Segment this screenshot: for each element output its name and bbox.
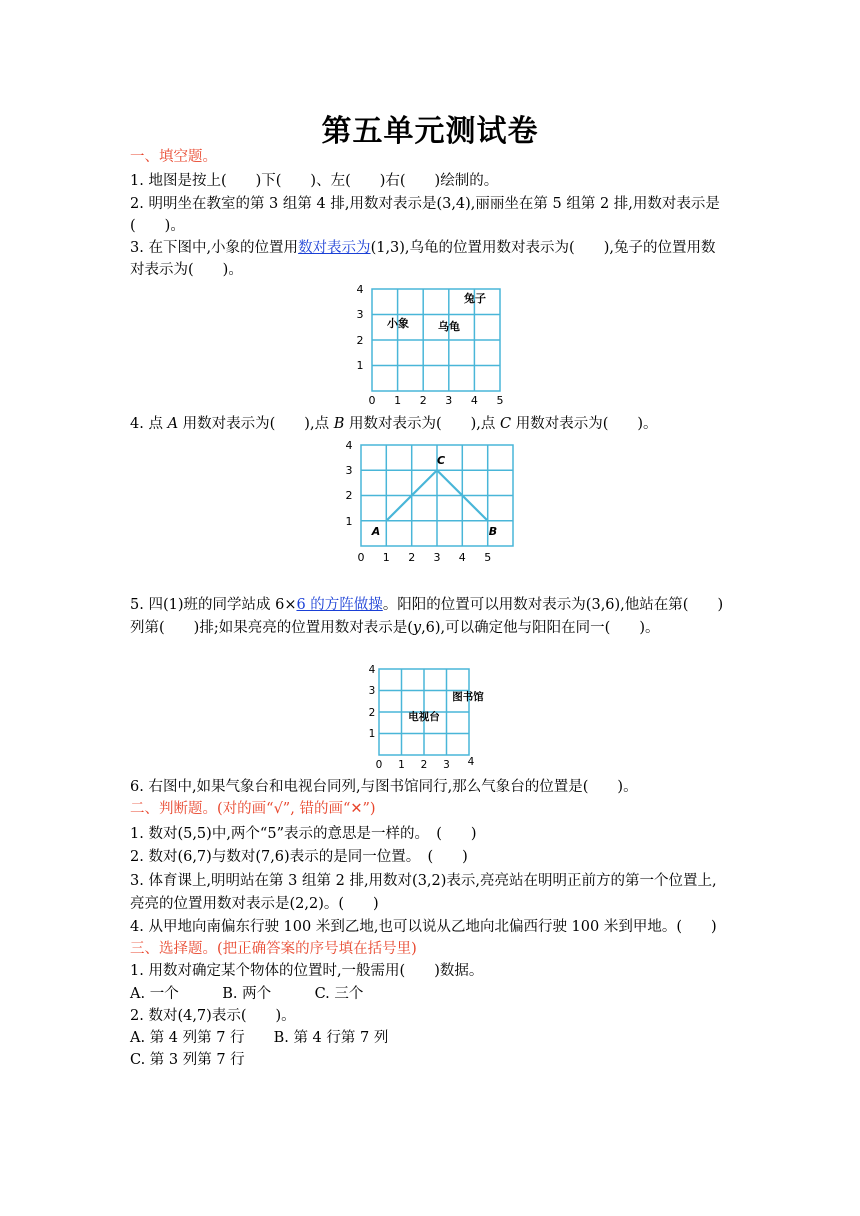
tv-library-grid [362, 661, 492, 777]
section-heading-fill-blank: 一、填空题。 [130, 149, 217, 165]
question-3-prefix: 3. 在下图中,小象的位置用 [130, 240, 299, 256]
grid1-y-tick-1: 1 [356, 359, 364, 372]
question-1: 1. 地图是按上( )下( )、左( )右( )绘制的。 [130, 173, 499, 189]
grid2-x-tick-2: 2 [408, 551, 416, 564]
point-c-label: C [436, 454, 446, 467]
label-turtle: 乌龟 [438, 320, 460, 333]
question-2-line-2: ( )。 [130, 218, 185, 234]
question-3-line-2: 对表示为( )。 [130, 262, 243, 278]
choice-1: 1. 用数对确定某个物体的位置时,一般需用( )数据。 [130, 963, 484, 979]
question-4-part-1: 4. 点 [130, 416, 168, 432]
label-rabbit: 兔子 [464, 292, 486, 305]
question-5-prefix: 5. 四(1)班的同学站成 6× [130, 597, 297, 613]
grid2-y-tick-2: 2 [345, 489, 353, 502]
question-5-suffix: 。阳阳的位置可以用数对表示为(3,6),他站在第( ) [382, 597, 724, 613]
question-5-line-1 [130, 594, 740, 616]
grid3-y-tick-1: 1 [368, 728, 376, 740]
grid1-x-tick-3: 3 [445, 394, 453, 407]
grid2-x-tick-1: 1 [382, 551, 390, 564]
grid1-x-tick-4: 4 [470, 394, 478, 407]
choice-2: 2. 数对(4,7)表示( )。 [130, 1008, 296, 1024]
grid2-x-tick-5: 5 [484, 551, 492, 564]
judge-3-line-2: 亮亮的位置用数对表示是(2,2)。( ) [130, 896, 379, 912]
label-tv-station: 电视台 [408, 711, 440, 723]
judge-2: 2. 数对(6,7)与数对(7,6)表示的是同一位置。 ( ) [130, 849, 468, 865]
grid3-x-tick-1: 1 [398, 759, 405, 771]
grid3-x-tick-4: 4 [467, 756, 475, 768]
question-3-suffix: (1,3),乌龟的位置用数对表示为( ),兔子的位置用数 [370, 240, 716, 256]
choice-1-options: A. 一个 B. 两个 C. 三个 [130, 986, 364, 1002]
question-3-line-1 [130, 237, 740, 259]
page-title: 第五单元测试卷 [321, 114, 539, 149]
grid3-y-tick-4: 4 [368, 664, 376, 676]
question-6: 6. 右图中,如果气象台和电视台同列,与图书馆同行,那么气象台的位置是( )。 [130, 779, 638, 795]
question-3-link[interactable]: 数对表示为 [298, 240, 371, 256]
point-abc-grid [335, 436, 525, 572]
question-4-point-c: C [499, 416, 512, 432]
section-heading-multiple-choice: 三、选择题。(把正确答案的序号填在括号里) [130, 941, 417, 957]
question-5-line-2-prefix: 列第( )排;如果亮亮的位置用数对表示是( [130, 620, 413, 636]
question-4-point-a: A [167, 416, 179, 432]
grid2-x-tick-3: 3 [433, 551, 441, 564]
question-4-part-4: 用数对表示为( )。 [511, 416, 658, 432]
grid2-y-tick-1: 1 [345, 515, 353, 528]
question-5-link[interactable]: 6 的方阵做操 [296, 597, 383, 613]
grid3-x-tick-3: 3 [443, 759, 450, 771]
animal-position-grid [340, 280, 520, 414]
choice-2-option-c: C. 第 3 列第 7 行 [130, 1052, 245, 1068]
label-elephant: 小象 [387, 317, 409, 330]
point-b-label: B [488, 525, 498, 538]
question-5-line-2 [130, 617, 740, 639]
grid2-x-tick-4: 4 [458, 551, 466, 564]
point-a-label: A [371, 525, 381, 538]
choice-2-options-ab: A. 第 4 列第 7 行 B. 第 4 行第 7 列 [130, 1030, 389, 1046]
grid1-x-tick-1: 1 [394, 394, 402, 407]
grid3-x-tick-2: 2 [420, 759, 428, 771]
grid2-y-tick-3: 3 [345, 464, 353, 477]
grid1-y-tick-3: 3 [356, 308, 364, 321]
label-library: 图书馆 [452, 691, 484, 703]
grid1-x-tick-0: 0 [368, 394, 376, 407]
grid2-y-tick-4: 4 [345, 439, 353, 452]
section-heading-true-false: 二、判断题。(对的画“√”, 错的画“✕”) [130, 801, 376, 817]
question-4-part-2: 用数对表示为( ),点 [178, 416, 334, 432]
grid3-y-tick-2: 2 [368, 707, 376, 719]
question-5-variable: y [412, 620, 422, 636]
grid3-y-tick-3: 3 [368, 685, 376, 697]
judge-4: 4. 从甲地向南偏东行驶 100 米到乙地,也可以说从乙地向北偏西行驶 100 米到甲地。( ) [130, 919, 717, 935]
judge-3-line-1: 3. 体育课上,明明站在第 3 组第 2 排,用数对(3,2)表示,亮亮站在明明正前方的第一个位置上, [130, 873, 717, 889]
grid2-x-tick-0: 0 [357, 551, 365, 564]
question-4 [130, 413, 740, 435]
grid1-y-tick-4: 4 [356, 283, 364, 296]
question-2-line-1: 2. 明明坐在教室的第 3 组第 4 排,用数对表示是(3,4),丽丽坐在第 5 组第 2 排,用数对表示是 [130, 196, 720, 212]
question-5-line-2-suffix: ,6),可以确定他与阳阳在同一( )。 [421, 620, 660, 636]
judge-1: 1. 数对(5,5)中,两个“5”表示的意思是一样的。 ( ) [130, 826, 477, 842]
grid3-x-tick-0: 0 [375, 759, 383, 771]
grid1-x-tick-5: 5 [496, 394, 504, 407]
grid1-y-tick-2: 2 [356, 334, 364, 347]
question-4-point-b: B [333, 416, 345, 432]
grid1-x-tick-2: 2 [419, 394, 427, 407]
question-4-part-3: 用数对表示为( ),点 [344, 416, 500, 432]
